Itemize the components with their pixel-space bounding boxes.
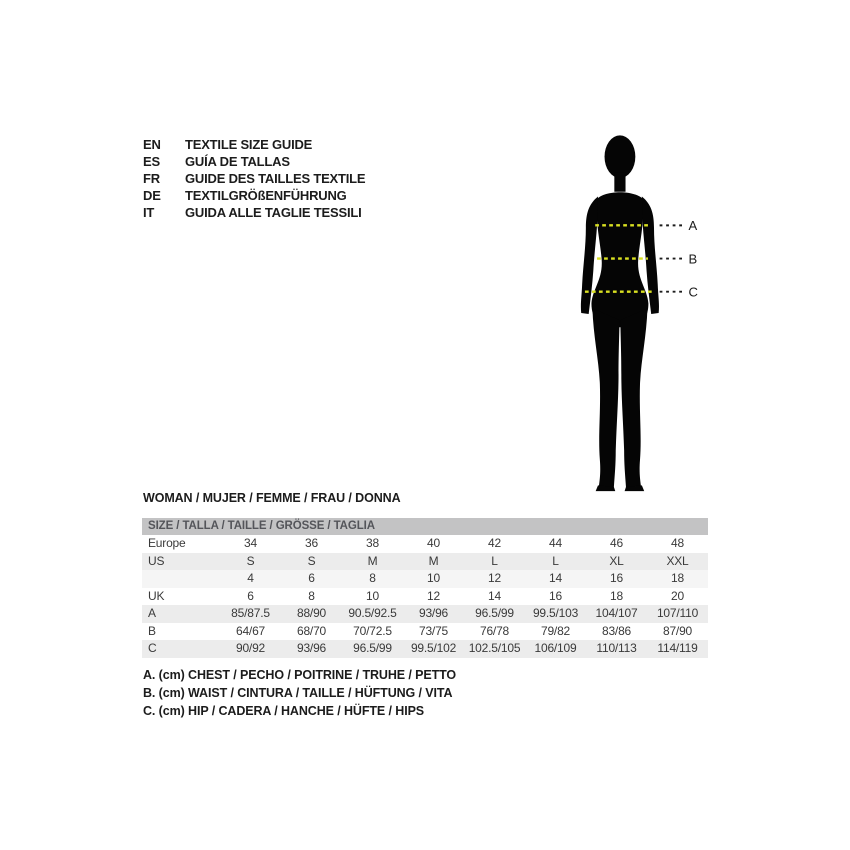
lang-code: DE bbox=[143, 188, 161, 203]
measure-label-c: C bbox=[688, 284, 698, 300]
size-cell: 46 bbox=[610, 536, 623, 550]
size-cell: 99.5/102 bbox=[410, 641, 457, 655]
row-label: A bbox=[148, 606, 156, 620]
size-table-row bbox=[142, 553, 708, 571]
size-cell: 16 bbox=[610, 571, 623, 585]
size-cell: 90.5/92.5 bbox=[348, 606, 397, 620]
size-cell: XXL bbox=[666, 553, 689, 568]
size-cell: 96.5/99 bbox=[353, 641, 392, 655]
lang-row-it bbox=[143, 204, 365, 221]
size-cell: 114/119 bbox=[657, 641, 698, 655]
lang-row-fr bbox=[143, 170, 365, 187]
size-cell: 10 bbox=[427, 571, 440, 585]
size-cell: 102.5/105 bbox=[468, 641, 521, 655]
size-cell: 88/90 bbox=[296, 606, 327, 620]
row-label bbox=[142, 570, 220, 588]
gender-heading: WOMAN / MUJER / FEMME / FRAU / DONNA bbox=[143, 491, 401, 505]
size-cell: 10 bbox=[366, 588, 379, 603]
size-cell: 8 bbox=[369, 571, 376, 585]
size-cell: 68/70 bbox=[296, 623, 327, 638]
size-cell: 12 bbox=[488, 571, 501, 585]
measure-label-b: B bbox=[688, 251, 698, 267]
measure-label-a: A bbox=[688, 218, 698, 234]
lang-title: GUIDE DES TAILLES TEXTILE bbox=[185, 171, 366, 186]
size-table-row bbox=[142, 570, 708, 588]
size-table-row bbox=[142, 640, 708, 658]
size-cell: 18 bbox=[671, 571, 684, 585]
language-title-list bbox=[143, 136, 365, 221]
row-label: Europe bbox=[148, 536, 186, 550]
size-cell: 70/72.5 bbox=[353, 623, 392, 638]
size-cell: 110/113 bbox=[596, 641, 637, 655]
woman-silhouette-icon bbox=[570, 133, 710, 493]
size-cell: 12 bbox=[427, 588, 440, 603]
lang-row-de bbox=[143, 187, 365, 204]
size-cell: 34 bbox=[244, 536, 257, 550]
size-cell: XL bbox=[609, 553, 624, 568]
size-cell: 93/96 bbox=[296, 641, 327, 655]
size-cell: S bbox=[307, 553, 316, 568]
size-cell: 64/67 bbox=[235, 623, 266, 638]
size-cell: 93/96 bbox=[418, 606, 449, 620]
lang-title: GUIDA ALLE TAGLIE TESSILI bbox=[185, 205, 362, 220]
size-cell: 90/92 bbox=[235, 641, 266, 655]
size-cell: 6 bbox=[308, 571, 315, 585]
size-cell: 36 bbox=[305, 536, 318, 550]
lang-code: EN bbox=[143, 137, 161, 152]
size-cell: 104/107 bbox=[595, 606, 638, 620]
size-cell: 8 bbox=[308, 588, 315, 603]
size-cell: 79/82 bbox=[540, 623, 571, 638]
size-cell: 16 bbox=[549, 588, 562, 603]
lang-title: GUÍA DE TALLAS bbox=[185, 154, 290, 169]
lang-row-en bbox=[143, 136, 365, 153]
size-cell: 96.5/99 bbox=[475, 606, 514, 620]
size-cell: 40 bbox=[427, 536, 440, 550]
size-cell: L bbox=[491, 553, 498, 568]
size-cell: 20 bbox=[671, 588, 684, 603]
lang-row-es bbox=[143, 153, 365, 170]
row-label: C bbox=[148, 641, 157, 655]
size-table-body bbox=[142, 535, 708, 658]
pointer-dash-lines bbox=[660, 225, 683, 291]
row-label: B bbox=[148, 623, 156, 638]
lang-title: TEXTILE SIZE GUIDE bbox=[185, 137, 313, 152]
size-table-row bbox=[142, 605, 708, 623]
size-table-row bbox=[142, 588, 708, 606]
woman-silhouette-figure bbox=[570, 133, 710, 493]
size-cell: 14 bbox=[549, 571, 562, 585]
size-cell: 76/78 bbox=[479, 623, 510, 638]
size-cell: 18 bbox=[610, 588, 623, 603]
size-cell: 42 bbox=[488, 536, 501, 550]
size-cell: 48 bbox=[671, 536, 684, 550]
row-label: UK bbox=[148, 588, 165, 603]
size-table bbox=[142, 518, 708, 658]
size-cell: S bbox=[246, 553, 255, 568]
size-cell: 14 bbox=[488, 588, 501, 603]
size-cell: 106/109 bbox=[534, 641, 577, 655]
lang-code: ES bbox=[143, 154, 160, 169]
size-cell: 87/90 bbox=[662, 623, 693, 638]
row-label: US bbox=[148, 553, 165, 568]
legend-waist: B. (cm) WAIST / CINTURA / TAILLE / HÜFTUNG / VITA bbox=[143, 686, 453, 700]
size-cell: 6 bbox=[247, 588, 254, 603]
size-cell: 73/75 bbox=[418, 623, 449, 638]
measure-legend bbox=[143, 666, 456, 720]
size-cell: M bbox=[428, 553, 439, 568]
size-cell: 83/86 bbox=[601, 623, 632, 638]
lang-title: TEXTILGRÖßENFÜHRUNG bbox=[185, 188, 347, 203]
size-cell: 99.5/103 bbox=[532, 606, 579, 620]
lang-code: IT bbox=[143, 205, 155, 220]
size-table-header: SIZE / TALLA / TAILLE / GRÖSSE / TAGLIA bbox=[142, 518, 708, 535]
size-cell: L bbox=[552, 553, 559, 568]
size-cell: 107/110 bbox=[656, 606, 699, 620]
size-cell: 44 bbox=[549, 536, 562, 550]
size-table-row bbox=[142, 535, 708, 553]
size-cell: M bbox=[367, 553, 378, 568]
size-cell: 4 bbox=[247, 571, 254, 585]
legend-hip: C. (cm) HIP / CADERA / HANCHE / HÜFTE / HIPS bbox=[143, 704, 425, 718]
size-table-row bbox=[142, 623, 708, 641]
size-cell: 85/87.5 bbox=[231, 606, 270, 620]
lang-code: FR bbox=[143, 171, 160, 186]
legend-chest: A. (cm) CHEST / PECHO / POITRINE / TRUHE / PETTO bbox=[143, 668, 457, 682]
size-cell: 38 bbox=[366, 536, 379, 550]
